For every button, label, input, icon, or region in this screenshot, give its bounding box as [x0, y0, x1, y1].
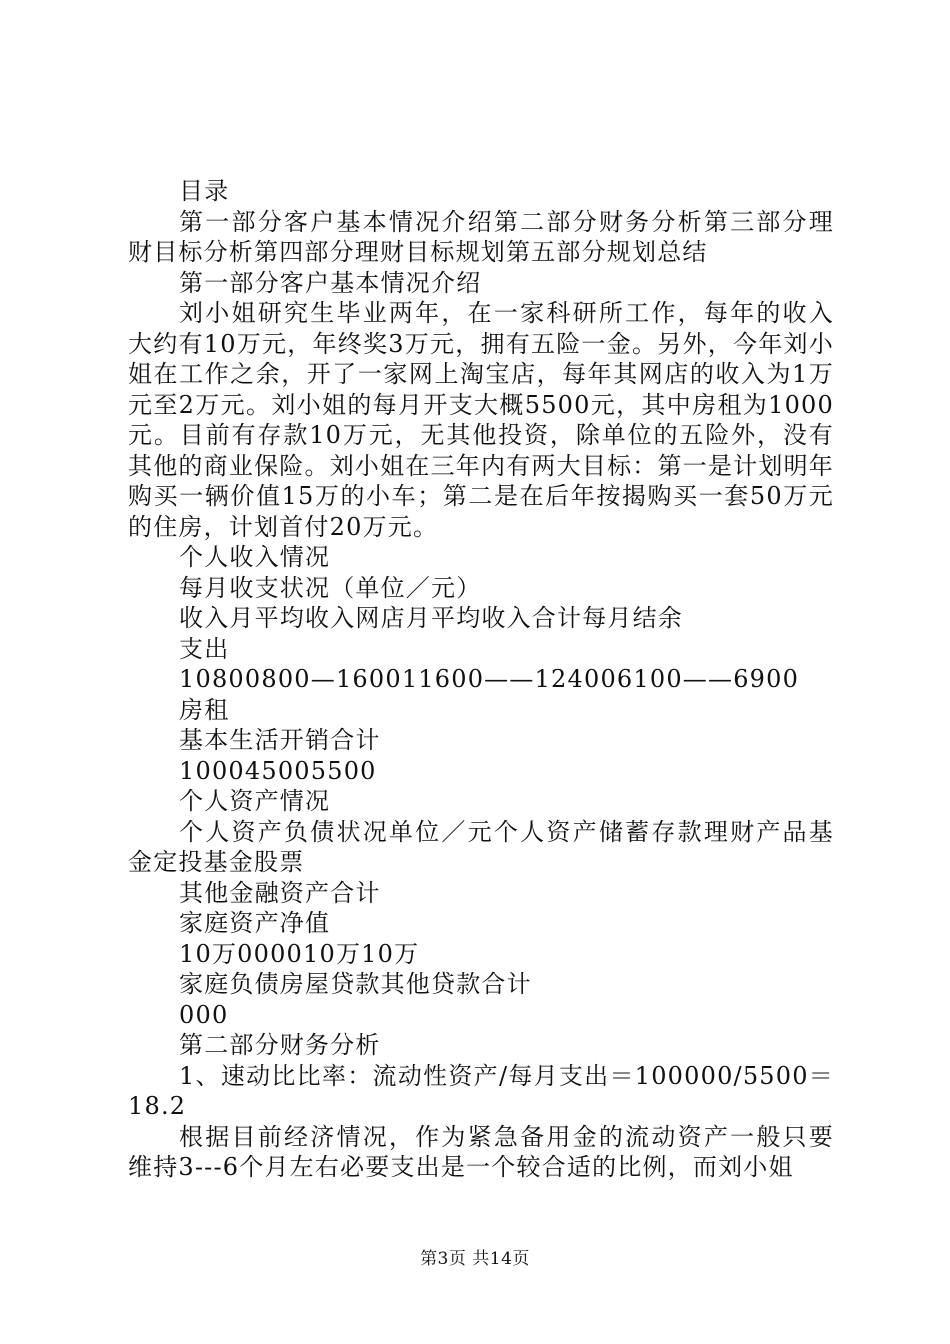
table-text: 家庭负债房屋贷款其他贷款合计	[179, 970, 532, 998]
table-text: 100045005500	[179, 756, 377, 785]
page-footer: 第3页 共14页	[420, 1249, 530, 1269]
table-text: 基本生活开销合计	[179, 726, 381, 754]
table-text: 个人资产负债状况单位／元个人资产储蓄存款理财产品基金定投基金股票	[128, 817, 834, 876]
table-text: 收入月平均收入网店月平均收入合计每月结余	[179, 604, 683, 632]
table-text: 家庭资产净值	[179, 909, 331, 937]
body-text	[128, 176, 834, 1183]
analysis-paragraph: 根据目前经济情况，作为紧急备用金的流动资产一般只要维持3---6个月左右必要支出是一个较合适的比例，而刘小姐	[128, 1122, 834, 1181]
client-description: 刘小姐研究生毕业两年，在一家科研所工作，每年的收入大约有10万元，年终奖3万元，拥有五险一金。另外，今年刘小姐在工作之余，开了一家网上淘宝店，每年其网店的收入为1万元至2万元。刘小姐的每月开支大概5500元，其中房租为1000元。目前有存款10万元，无其他投资，除单位的五险外，没有其他的商业保险。刘小姐在三年内有两大目标：第一是计划明年购买一辆价值15万的小车；第二是在后年按揭购买一套50万元的住房，计划首付20万元。	[128, 299, 834, 541]
ratio-item: 1、速动比比率：流动性资产/每月支出＝100000/5500＝18.2	[128, 1061, 834, 1120]
section-heading: 第一部分客户基本情况介绍	[179, 268, 482, 297]
table-text: 10万000010万10万	[179, 939, 420, 968]
table-caption: 每月收支状况（单位／元）	[179, 573, 482, 602]
table-text: 其他金融资产合计	[179, 878, 381, 907]
subheading-assets: 个人资产情况	[179, 787, 331, 815]
table-text: 000	[179, 1000, 229, 1029]
section-heading: 第二部分财务分析	[179, 1031, 381, 1059]
subheading-income: 个人收入情况	[179, 543, 331, 571]
toc-heading: 目录	[179, 177, 230, 205]
table-text: 房租	[179, 695, 230, 724]
toc-list: 第一部分客户基本情况介绍第二部分财务分析第三部分理财目标分析第四部分理财目标规划第五部分规划总结	[128, 207, 834, 266]
table-text: 支出	[179, 634, 230, 663]
table-text: 10800800—160011600——124006100——6900	[179, 665, 800, 693]
